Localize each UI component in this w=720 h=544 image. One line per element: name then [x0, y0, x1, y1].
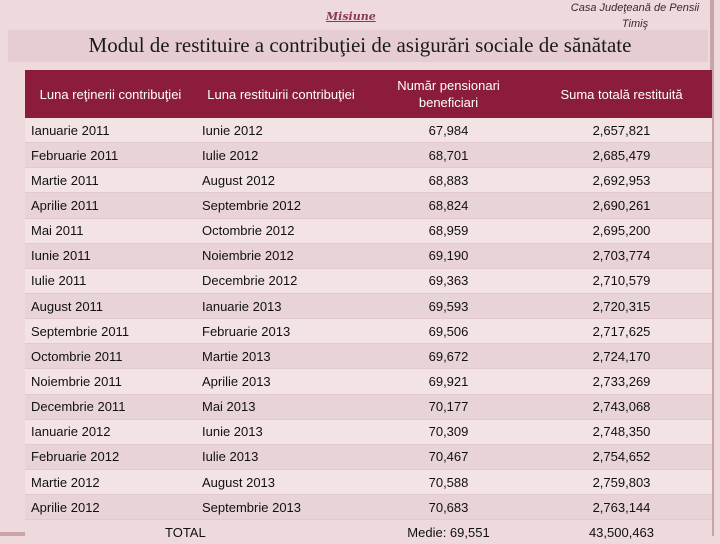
beneficiaries-cell: 69,363	[366, 268, 531, 293]
beneficiaries-cell: 70,683	[366, 495, 531, 520]
totals-row	[25, 520, 712, 544]
organization-name: Casa Judeţeană de Pensii Timiş	[570, 2, 700, 30]
amount-cell: 2,743,068	[531, 394, 712, 419]
retention-month-cell: Mai 2011	[25, 218, 196, 243]
retention-month-cell: August 2011	[25, 293, 196, 318]
beneficiaries-cell: 69,672	[366, 344, 531, 369]
restitution-month-cell: Octombrie 2012	[196, 218, 366, 243]
restitution-month-cell: August 2012	[196, 168, 366, 193]
table-row	[25, 495, 712, 520]
amount-cell: 2,692,953	[531, 168, 712, 193]
table-row	[25, 243, 712, 268]
retention-month-cell: Octombrie 2011	[25, 344, 196, 369]
amount-cell: 2,657,821	[531, 118, 712, 143]
amount-cell: 2,720,315	[531, 293, 712, 318]
table-row	[25, 118, 712, 143]
amount-cell: 2,759,803	[531, 469, 712, 494]
restitution-month-cell: Iulie 2012	[196, 143, 366, 168]
retention-month-cell: Aprilie 2011	[25, 193, 196, 218]
table-row	[25, 268, 712, 293]
column-header-retention-month: Luna reţinerii contribuţiei	[25, 70, 196, 118]
amount-cell: 2,733,269	[531, 369, 712, 394]
retention-month-cell: Noiembrie 2011	[25, 369, 196, 394]
beneficiaries-cell: 68,959	[366, 218, 531, 243]
beneficiaries-cell: 68,701	[366, 143, 531, 168]
restitution-month-cell: Noiembrie 2012	[196, 243, 366, 268]
retention-month-cell: Septembrie 2011	[25, 319, 196, 344]
amount-cell: 2,685,479	[531, 143, 712, 168]
restitution-month-cell: Septembrie 2013	[196, 495, 366, 520]
amount-cell: 2,717,625	[531, 319, 712, 344]
restitution-table	[25, 70, 712, 544]
retention-month-cell: Iulie 2011	[25, 268, 196, 293]
table-row	[25, 444, 712, 469]
restitution-month-cell: Martie 2013	[196, 344, 366, 369]
beneficiaries-cell: 67,984	[366, 118, 531, 143]
table-row	[25, 293, 712, 318]
retention-month-cell: Februarie 2012	[25, 444, 196, 469]
total-label: TOTAL	[25, 520, 366, 544]
beneficiaries-cell: 70,467	[366, 444, 531, 469]
retention-month-cell: Iunie 2011	[25, 243, 196, 268]
restitution-month-cell: Ianuarie 2013	[196, 293, 366, 318]
restitution-month-cell: Mai 2013	[196, 394, 366, 419]
beneficiaries-cell: 69,190	[366, 243, 531, 268]
beneficiaries-cell: 69,593	[366, 293, 531, 318]
table-body	[25, 118, 712, 520]
table-header	[25, 70, 712, 118]
amount-cell: 2,763,144	[531, 495, 712, 520]
page-title: Modul de restituire a contribuţiei de asigurări sociale de sănătate	[88, 33, 632, 57]
table-row	[25, 319, 712, 344]
beneficiaries-cell: 68,883	[366, 168, 531, 193]
retention-month-cell: Martie 2011	[25, 168, 196, 193]
restitution-month-cell: Iulie 2013	[196, 444, 366, 469]
retention-month-cell: Februarie 2011	[25, 143, 196, 168]
table-row	[25, 369, 712, 394]
beneficiaries-cell: 68,824	[366, 193, 531, 218]
table-row	[25, 218, 712, 243]
amount-cell: 2,703,774	[531, 243, 712, 268]
restitution-month-cell: Iunie 2013	[196, 419, 366, 444]
restitution-month-cell: Decembrie 2012	[196, 268, 366, 293]
restitution-month-cell: Februarie 2013	[196, 319, 366, 344]
beneficiaries-cell: 70,588	[366, 469, 531, 494]
restitution-month-cell: August 2013	[196, 469, 366, 494]
table-row	[25, 469, 712, 494]
table-row	[25, 419, 712, 444]
beneficiaries-cell: 70,177	[366, 394, 531, 419]
amount-cell: 2,724,170	[531, 344, 712, 369]
average-value: Medie: 69,551	[366, 520, 531, 544]
retention-month-cell: Ianuarie 2012	[25, 419, 196, 444]
table-row	[25, 143, 712, 168]
column-header-restitution-month: Luna restituirii contribuţiei	[196, 70, 366, 118]
beneficiaries-cell: 69,921	[366, 369, 531, 394]
table-row	[25, 344, 712, 369]
table-footer	[25, 520, 712, 544]
table-row	[25, 193, 712, 218]
amount-cell: 2,710,579	[531, 268, 712, 293]
amount-cell: 2,695,200	[531, 218, 712, 243]
column-header-total-amount: Suma totală restituită	[531, 70, 712, 118]
total-value: 43,500,463	[531, 520, 712, 544]
header-row	[25, 70, 712, 118]
column-header-beneficiaries: Număr pensionari beneficiari	[366, 70, 531, 118]
beneficiaries-cell: 70,309	[366, 419, 531, 444]
amount-cell: 2,754,652	[531, 444, 712, 469]
amount-cell: 2,748,350	[531, 419, 712, 444]
beneficiaries-cell: 69,506	[366, 319, 531, 344]
retention-month-cell: Aprilie 2012	[25, 495, 196, 520]
section-tag: Misiune	[326, 10, 376, 23]
retention-month-cell: Martie 2012	[25, 469, 196, 494]
restitution-month-cell: Iunie 2012	[196, 118, 366, 143]
retention-month-cell: Ianuarie 2011	[25, 118, 196, 143]
retention-month-cell: Decembrie 2011	[25, 394, 196, 419]
table-row	[25, 394, 712, 419]
amount-cell: 2,690,261	[531, 193, 712, 218]
table-row	[25, 168, 712, 193]
restitution-month-cell: Septembrie 2012	[196, 193, 366, 218]
restitution-month-cell: Aprilie 2013	[196, 369, 366, 394]
